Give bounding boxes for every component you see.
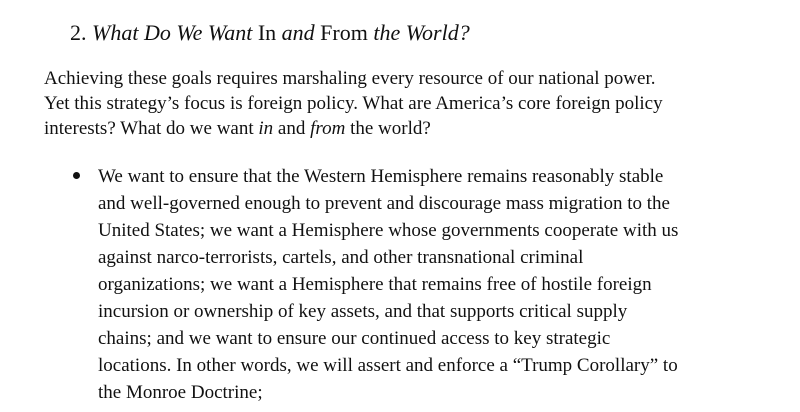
intro-line-3 bbox=[44, 116, 784, 141]
bullet-line: We want to ensure that the Western Hemisphere remains reasonably stable bbox=[98, 166, 664, 187]
bullet-line: chains; and we want to ensure our continued access to key strategic bbox=[98, 328, 611, 349]
section-title-part1: What Do We Want bbox=[92, 20, 253, 45]
intro-line-3-end: the world? bbox=[345, 118, 431, 139]
intro-line-3-and: and bbox=[273, 118, 311, 139]
bullet-line: United States; we want a Hemisphere whose governments cooperate with us bbox=[98, 220, 679, 241]
section-heading bbox=[70, 18, 470, 48]
bullet-line: organizations; we want a Hemisphere that remains free of hostile foreign bbox=[98, 274, 652, 295]
bullet-line: against narco-terrorists, cartels, and other transnational criminal bbox=[98, 247, 584, 268]
section-number: 2. bbox=[70, 20, 87, 45]
bullet-line: incursion or ownership of key assets, and that supports critical supply bbox=[98, 301, 628, 322]
intro-line-3-a: interests? What do we want bbox=[44, 118, 259, 139]
section-title-part4: From bbox=[320, 20, 368, 45]
bullet-dot-icon bbox=[73, 172, 80, 179]
intro-line-1: Achieving these goals requires marshaling every resource of our national power. bbox=[44, 68, 656, 89]
intro-line-3-from: from bbox=[310, 118, 346, 139]
bullet-line: locations. In other words, we will assert and enforce a “Trump Corollary” to bbox=[98, 355, 678, 376]
bullet-text bbox=[98, 163, 788, 406]
section-title-part3: and bbox=[281, 20, 315, 45]
intro-line-2: Yet this strategy’s focus is foreign policy. What are America’s core foreign policy bbox=[44, 93, 663, 114]
bullet-line: and well-governed enough to prevent and discourage mass migration to the bbox=[98, 193, 670, 214]
intro-line-3-in: in bbox=[258, 118, 274, 139]
intro-paragraph bbox=[44, 66, 784, 141]
section-title-part5: the World? bbox=[373, 20, 470, 45]
bullet-line: the Monroe Doctrine; bbox=[98, 382, 263, 403]
section-title-part2: In bbox=[257, 20, 277, 45]
